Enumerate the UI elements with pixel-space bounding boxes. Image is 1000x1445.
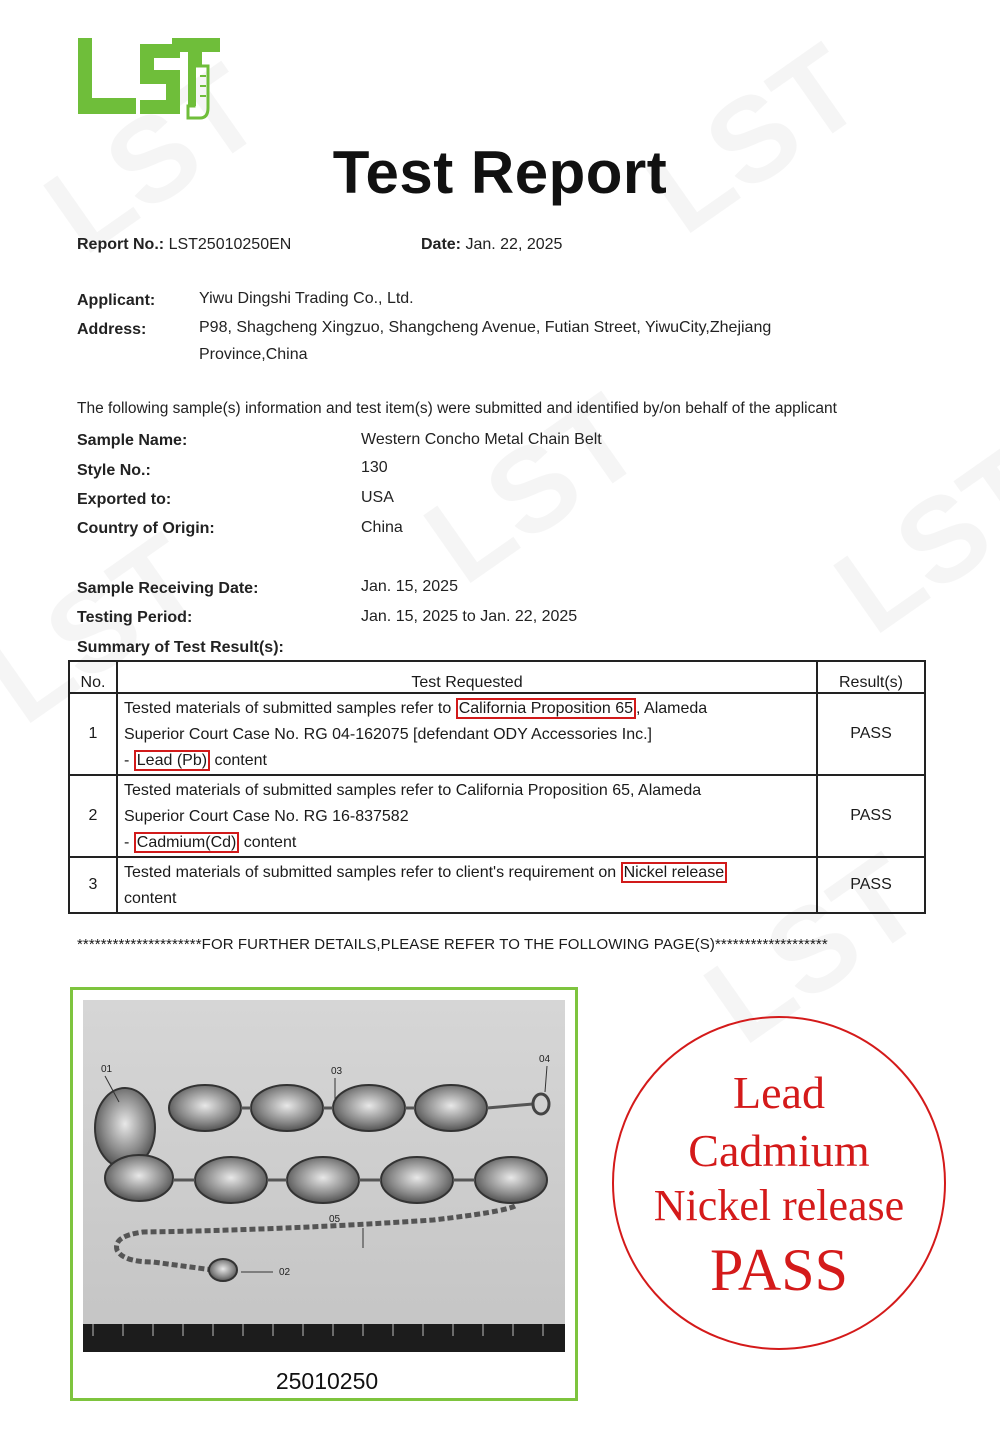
table-row [69, 775, 925, 857]
table-row [69, 857, 925, 913]
style-value: 130 [361, 459, 388, 476]
receiving-date-label: Sample Receiving Date: [77, 580, 259, 597]
report-number-label: Report No.: [77, 236, 165, 253]
report-date-label: Date: [421, 236, 462, 253]
address-line-1: P98, Shagcheng Xingzuo, Shangcheng Avenue, Futian Street, YiwuCity,Zhejiang [199, 319, 772, 336]
part-label-03: 03 [331, 1066, 343, 1077]
row-no: 3 [69, 857, 117, 913]
row-text: Tested materials of submitted samples refer to client's requirement on [124, 864, 621, 881]
row-text: Tested materials of submitted samples refer to California Proposition 65, Alameda [124, 782, 702, 799]
row-no: 2 [69, 775, 117, 857]
origin-label: Country of Origin: [77, 520, 215, 537]
stamp-line-lead: Lead [733, 1067, 825, 1118]
row-text: Tested materials of submitted samples refer to [124, 700, 456, 717]
row-test-requested [117, 693, 817, 775]
table-header-row [69, 661, 925, 693]
testing-period-value: Jan. 15, 2025 to Jan. 22, 2025 [361, 608, 578, 625]
row-text: Superior Court Case No. RG 04-162075 [defendant ODY Accessories Inc.] [124, 726, 652, 743]
address-label: Address: [77, 321, 147, 338]
report-date [421, 236, 562, 254]
table-row [69, 693, 925, 775]
row-text: content [210, 752, 267, 769]
further-details-note: *********************FOR FURTHER DETAILS,PLEASE REFER TO THE FOLLOWING PAGE(S)******************* [77, 936, 828, 953]
row-text: - [124, 834, 134, 851]
sample-name-label: Sample Name: [77, 432, 188, 449]
row-result: PASS [817, 857, 925, 913]
sample-photo [83, 1000, 565, 1352]
highlight-box: Cadmium(Cd) [134, 832, 240, 853]
row-text: content [239, 834, 297, 851]
summary-heading: Summary of Test Result(s): [77, 639, 284, 656]
sample-name-value: Western Concho Metal Chain Belt [361, 431, 602, 448]
sample-photo-frame [70, 987, 578, 1401]
row-no: 1 [69, 693, 117, 775]
row-test-requested [117, 857, 817, 913]
report-number-value: LST25010250EN [168, 236, 292, 253]
stamp-line-pass: PASS [710, 1237, 848, 1303]
row-text: content [124, 890, 177, 907]
highlight-box: Nickel release [621, 862, 727, 883]
origin-value: China [361, 519, 403, 536]
applicant-value: Yiwu Dingshi Trading Co., Ltd. [199, 290, 414, 307]
part-label-05: 05 [329, 1214, 341, 1225]
highlight-box: California Proposition 65 [456, 698, 636, 719]
stamp-line-cadmium: Cadmium [688, 1125, 870, 1176]
intro-text: The following sample(s) information and test item(s) were submitted and identified by/on behalf of the applicant [77, 400, 837, 417]
style-label: Style No.: [77, 462, 151, 479]
row-result: PASS [817, 775, 925, 857]
row-test-requested [117, 775, 817, 857]
report-number [77, 236, 291, 254]
page-title: Test Report [332, 139, 668, 206]
row-result: PASS [817, 693, 925, 775]
applicant-label: Applicant: [77, 292, 156, 309]
stamp-line-nickel: Nickel release [653, 1181, 905, 1230]
part-label-02: 02 [279, 1267, 291, 1278]
exported-value: USA [361, 489, 394, 506]
highlight-box: Lead (Pb) [134, 750, 210, 771]
part-label-04: 04 [539, 1054, 551, 1065]
report-date-value: Jan. 22, 2025 [465, 236, 563, 253]
summary-table [68, 660, 926, 914]
photo-caption: 25010250 [275, 1368, 379, 1394]
row-text: Superior Court Case No. RG 16-837582 [124, 808, 409, 825]
watermark [811, 417, 1000, 660]
header-no: No. [69, 661, 117, 693]
exported-label: Exported to: [77, 491, 172, 508]
pass-stamp [612, 1016, 946, 1350]
lst-logo [76, 36, 222, 120]
row-text: - [124, 752, 134, 769]
row-text: , Alameda [636, 700, 708, 717]
receiving-date-value: Jan. 15, 2025 [361, 578, 458, 595]
header-test-requested: Test Requested [117, 661, 817, 693]
header-results: Result(s) [817, 661, 925, 693]
belt-photo-illustration [83, 1000, 565, 1352]
part-label-01: 01 [101, 1064, 113, 1075]
address-line-2: Province,China [199, 346, 308, 363]
testing-period-label: Testing Period: [77, 609, 193, 626]
